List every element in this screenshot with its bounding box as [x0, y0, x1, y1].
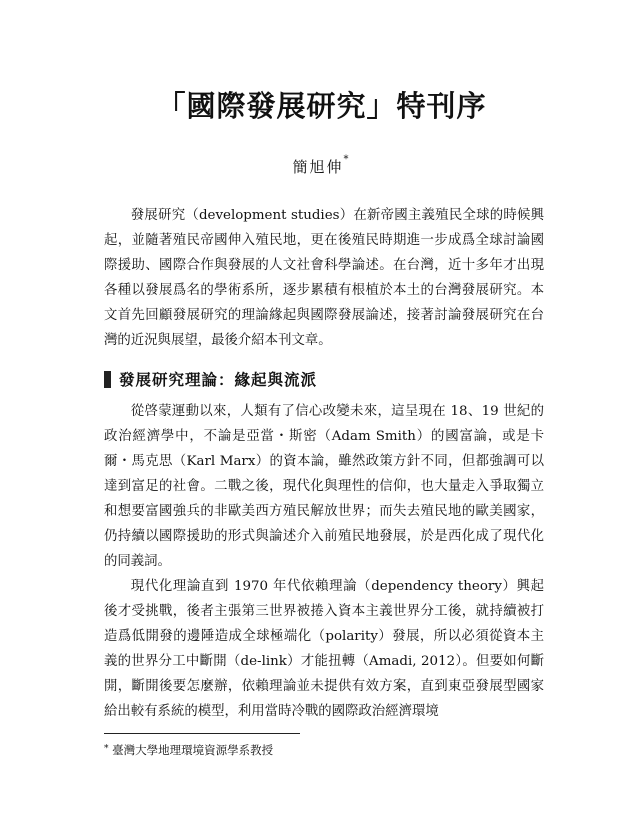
footnote-divider	[104, 733, 300, 734]
article-title: 「國際發展研究」特刊序	[156, 89, 487, 123]
author-line	[0, 156, 643, 177]
body-paragraph: 從啓蒙運動以來，人類有了信心改變未來，這呈現在 18、19 世紀的政治經濟學中，不論是亞當・斯密（Adam Smith）的國富論，或是卡爾・馬克思（Karl Marx）的資本論，雖然政策方針不同，但都強調可以達到富足的社會。二戰之後，現代化與理性的信仰，也大量走入爭取獨立和想要富國強兵的非歐美西方殖民解放世界；而失去殖民地的歐美國家，仍持續以國際援助的形式與論述介入前殖民地發展，於是西化成了現代化的同義詞。	[104, 404, 544, 569]
heading-marker-icon	[104, 371, 111, 388]
footnote-text: 臺灣大學地理環境資源學系教授	[112, 743, 274, 757]
abstract-paragraph: 發展研究（development studies）在新帝國主義殖民全球的時候興起，並隨著殖民帝國伸入殖民地，更在後殖民時期進一步成爲全球討論國際援助、國際合作與發展的人文社會科學論述。在台灣，近十多年才出現各種以發展爲名的學術系所，逐步累積有根植於本土的台灣發展研究。本文首先回顧發展研究的理論緣起與國際發展論述，接著討論發展研究在台灣的近況與展望，最後介紹本刊文章。	[104, 208, 544, 348]
section-heading	[104, 364, 544, 394]
author-footnote-mark[interactable]: *	[343, 154, 351, 165]
footnote	[104, 741, 544, 759]
body-paragraph: 現代化理論直到 1970 年代依賴理論（dependency theory）興起後才受挑戰，後者主張第三世界被捲入資本主義世界分工後，就持續被打造爲低開發的邊陲造成全球極端化（polarity）發展，所以必須從資本主義的世界分工中斷開（de-link）才能扭轉（Amadi, 2012）。但要如何斷開，斷開後要怎麼辦，依賴理論並未提供有效方案，直到東亞發展型國家給出較有系統的模型，利用當時冷戰的國際政治經濟環境	[104, 579, 544, 719]
footnote-mark: *	[104, 744, 109, 754]
section-body	[104, 399, 544, 724]
section-heading-text: 發展研究理論：緣起與流派	[119, 371, 318, 389]
author-name: 簡旭伸	[292, 158, 344, 176]
